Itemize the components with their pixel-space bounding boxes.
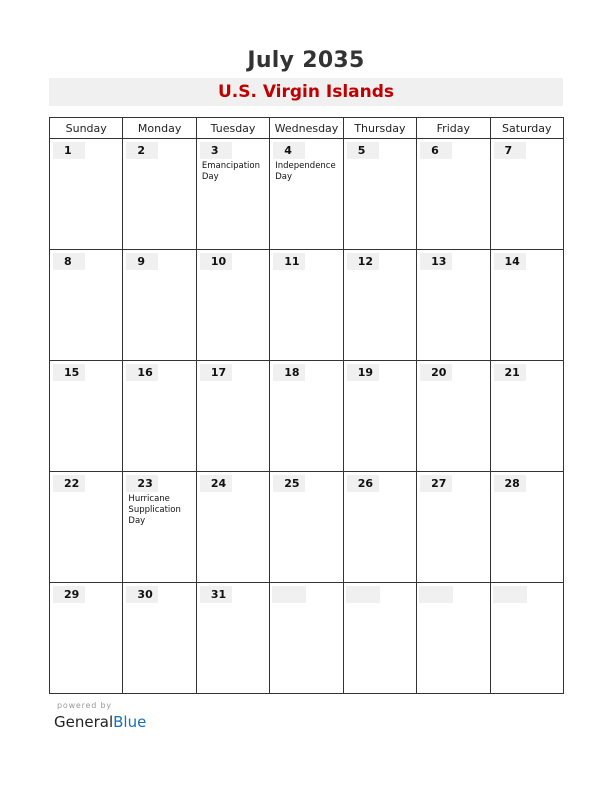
day-cell[interactable] (490, 361, 563, 472)
day-number (346, 586, 380, 603)
day-cell[interactable] (270, 472, 343, 583)
day-cell[interactable] (270, 139, 343, 250)
day-number: 25 (273, 475, 305, 492)
day-number (272, 586, 306, 603)
day-cell[interactable] (343, 250, 416, 361)
day-cell[interactable] (196, 250, 269, 361)
day-cell[interactable] (50, 472, 123, 583)
day-cell[interactable] (270, 250, 343, 361)
weekday-header: Wednesday (270, 118, 343, 139)
month-title: July 2035 (247, 48, 365, 73)
day-number: 17 (200, 364, 232, 381)
day-cell[interactable] (50, 139, 123, 250)
holiday-label: Emancipation Day (201, 161, 261, 182)
day-cell[interactable] (343, 472, 416, 583)
day-number: 18 (273, 364, 305, 381)
day-cell[interactable] (196, 361, 269, 472)
week-row (50, 361, 564, 472)
day-cell[interactable] (417, 139, 490, 250)
weekday-header: Friday (417, 118, 490, 139)
weekday-header: Saturday (490, 118, 563, 139)
day-cell[interactable] (123, 361, 196, 472)
logo-text-blue: Blue (113, 713, 147, 731)
country-banner (49, 78, 563, 106)
day-cell[interactable] (343, 583, 416, 694)
day-cell[interactable] (196, 139, 269, 250)
day-cell[interactable] (490, 139, 563, 250)
day-number: 14 (494, 253, 526, 270)
day-number: 30 (126, 586, 158, 603)
day-number: 28 (494, 475, 526, 492)
week-row (50, 250, 564, 361)
day-number: 12 (347, 253, 379, 270)
day-number: 10 (200, 253, 232, 270)
day-cell[interactable] (417, 472, 490, 583)
day-number: 7 (494, 142, 526, 159)
day-cell[interactable] (123, 583, 196, 694)
day-cell[interactable] (343, 361, 416, 472)
country-name: U.S. Virgin Islands (217, 82, 395, 102)
holiday-label: Hurricane Supplication Day (128, 494, 181, 526)
day-number: 13 (420, 253, 452, 270)
week-row (50, 472, 564, 583)
powered-by-label: powered by (57, 701, 112, 710)
weekday-header: Tuesday (196, 118, 269, 139)
day-number: 1 (53, 142, 85, 159)
calendar-grid (49, 117, 564, 694)
day-number (419, 586, 453, 603)
day-cell[interactable] (270, 361, 343, 472)
day-number: 29 (53, 586, 85, 603)
day-cell[interactable] (123, 472, 196, 583)
day-cell[interactable] (196, 472, 269, 583)
day-cell[interactable] (490, 472, 563, 583)
day-number: 22 (53, 475, 85, 492)
day-number: 15 (53, 364, 85, 381)
day-cell[interactable] (417, 361, 490, 472)
weekday-header: Monday (123, 118, 196, 139)
logo-text-general: General (54, 713, 114, 731)
day-number: 4 (273, 142, 305, 159)
weekday-header-row (50, 118, 564, 139)
day-cell[interactable] (50, 361, 123, 472)
day-cell[interactable] (50, 250, 123, 361)
day-number: 21 (494, 364, 526, 381)
day-cell[interactable] (123, 250, 196, 361)
day-number: 23 (126, 475, 158, 492)
generalblue-logo[interactable] (54, 713, 146, 731)
day-cell[interactable] (417, 250, 490, 361)
week-row (50, 139, 564, 250)
day-cell[interactable] (490, 250, 563, 361)
day-number: 5 (347, 142, 379, 159)
day-cell[interactable] (270, 583, 343, 694)
day-number: 27 (420, 475, 452, 492)
day-number: 24 (200, 475, 232, 492)
holiday-label: Independence Day (275, 161, 336, 182)
day-cell[interactable] (417, 583, 490, 694)
day-cell[interactable] (490, 583, 563, 694)
day-number: 26 (347, 475, 379, 492)
day-number: 8 (53, 253, 85, 270)
day-number (493, 586, 527, 603)
day-number: 31 (200, 586, 232, 603)
weekday-header: Sunday (50, 118, 123, 139)
day-number: 3 (200, 142, 232, 159)
day-cell[interactable] (196, 583, 269, 694)
day-number: 16 (126, 364, 158, 381)
day-number: 11 (273, 253, 305, 270)
day-cell[interactable] (50, 583, 123, 694)
day-number: 2 (126, 142, 158, 159)
day-number: 20 (420, 364, 452, 381)
day-number: 9 (126, 253, 158, 270)
day-cell[interactable] (343, 139, 416, 250)
day-cell[interactable] (123, 139, 196, 250)
week-row (50, 583, 564, 694)
day-number: 6 (420, 142, 452, 159)
weekday-header: Thursday (343, 118, 416, 139)
day-number: 19 (347, 364, 379, 381)
